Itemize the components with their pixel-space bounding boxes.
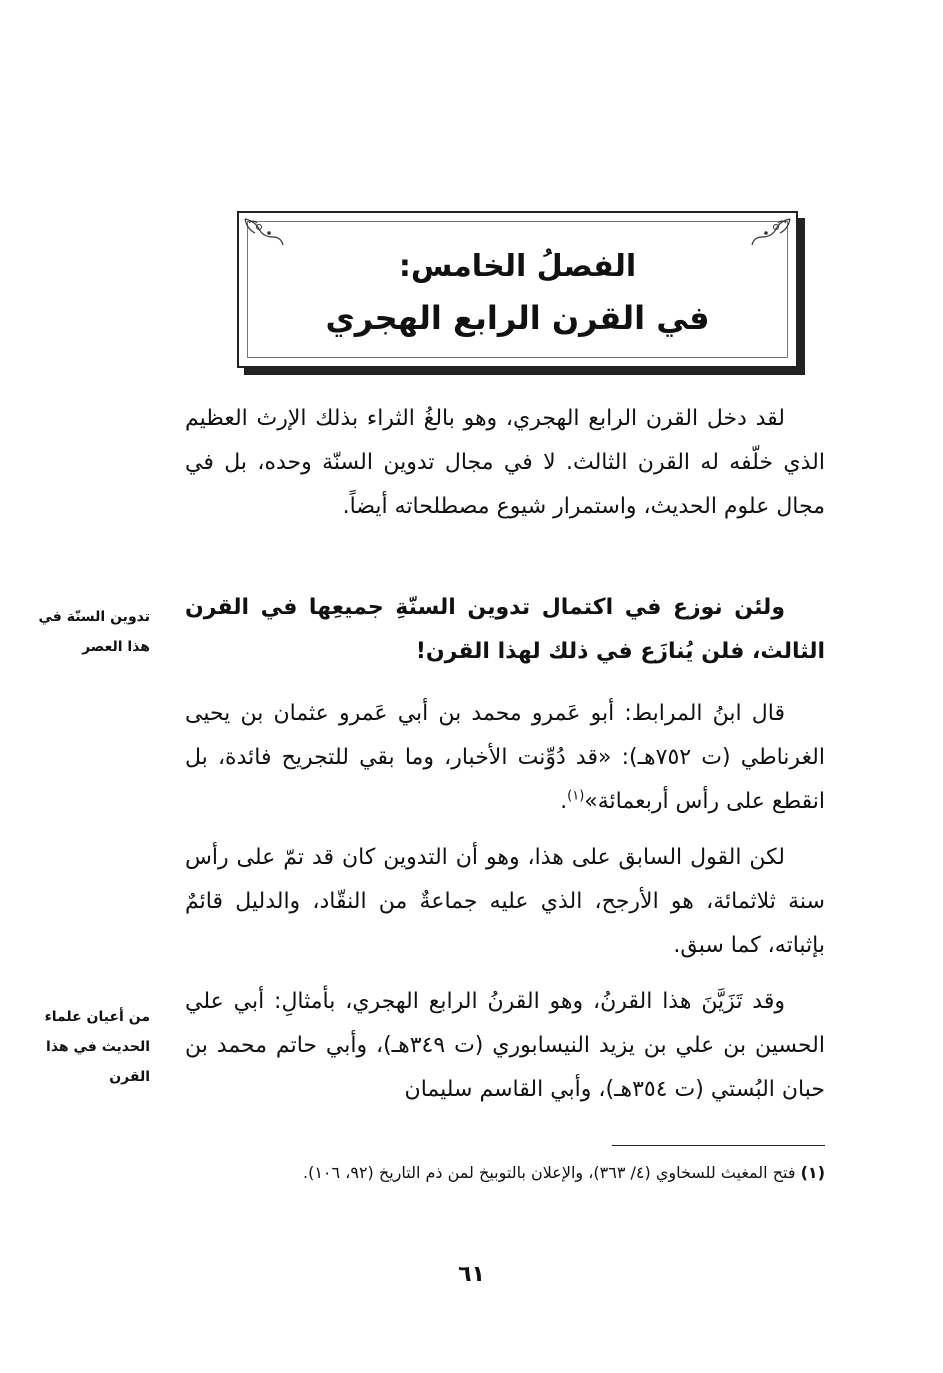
margin-note-2: من أعيان علماء الحديث في هذا القرن (44, 1009, 150, 1085)
paragraph-2 (185, 586, 825, 674)
footnote-reference: (١) (567, 788, 585, 804)
chapter-title-frame (237, 211, 798, 368)
paragraph-5 (185, 980, 825, 1112)
ornament-icon (243, 217, 285, 247)
footnote (185, 1155, 825, 1191)
paragraph-1 (185, 397, 825, 529)
footnote-mark: (١) (800, 1163, 825, 1182)
paragraph-3 (185, 692, 825, 824)
footnote-divider (612, 1145, 825, 1146)
paragraph-4 (185, 836, 825, 968)
paragraph-text: ولئن نوزع في اكتمال تدوين السنّةِ جميعِها في القرن الثالث، فلن يُنازَع في ذلك لهذا القرن! (185, 595, 825, 664)
chapter-title: الفصلُ الخامس: (398, 249, 637, 284)
paragraph-text (185, 692, 825, 824)
ornament-icon (750, 217, 792, 247)
chapter-subtitle: في القرن الرابع الهجري (325, 299, 710, 337)
footnote-text: فتح المغيث للسخاوي (٤/ ٣٦٣)، والإعلان بالتوبيخ لمن ذم التاريخ (٩٢، ١٠٦). (303, 1163, 796, 1182)
paragraph-text: لكن القول السابق على هذا، وهو أن التدوين كان قد تمّ على رأس سنة ثلاثمائة، هو الأرجح، الذي عليه جماعةٌ من النقّاد، والدليل قائمٌ بإثباته، كما سبق. (185, 845, 825, 958)
chapter-title-inner-border (247, 221, 788, 358)
paragraph-text: وقد تَزَيَّنَ هذا القرنُ، وهو القرنُ الرابع الهجري، بأمثالِ: أبي علي الحسين بن علي بن يزيد النيسابوري (ت ٣٤٩هـ)، وأبي حاتم محمد بن حبان البُستي (ت ٣٥٤هـ)، وأبي القاسم سليمان (185, 989, 825, 1102)
paragraph-end: . (560, 789, 568, 814)
margin-note-1: تدوين السنّة في هذا العصر (38, 609, 150, 655)
quote-text: قال ابنُ المرابط: أبو عَمرو محمد بن أبي عَمرو عثمان بن يحيى الغرناطي (ت ٧٥٢هـ): «قد دُوِّنت الأخبار، وما بقي للتجريح فائدة، بل انقطع على رأس أربعمائة» (185, 701, 825, 814)
paragraph-text: لقد دخل القرن الرابع الهجري، وهو بالغُ الثراء بذلك الإرث العظيم الذي خلّفه له القرن الثالث. لا في مجال تدوين السنّة وحده، بل في مجال علوم الحديث، واستمرار شيوع مصطلحاته أيضاً. (185, 406, 825, 519)
page-number: ٦١ (458, 1262, 485, 1287)
